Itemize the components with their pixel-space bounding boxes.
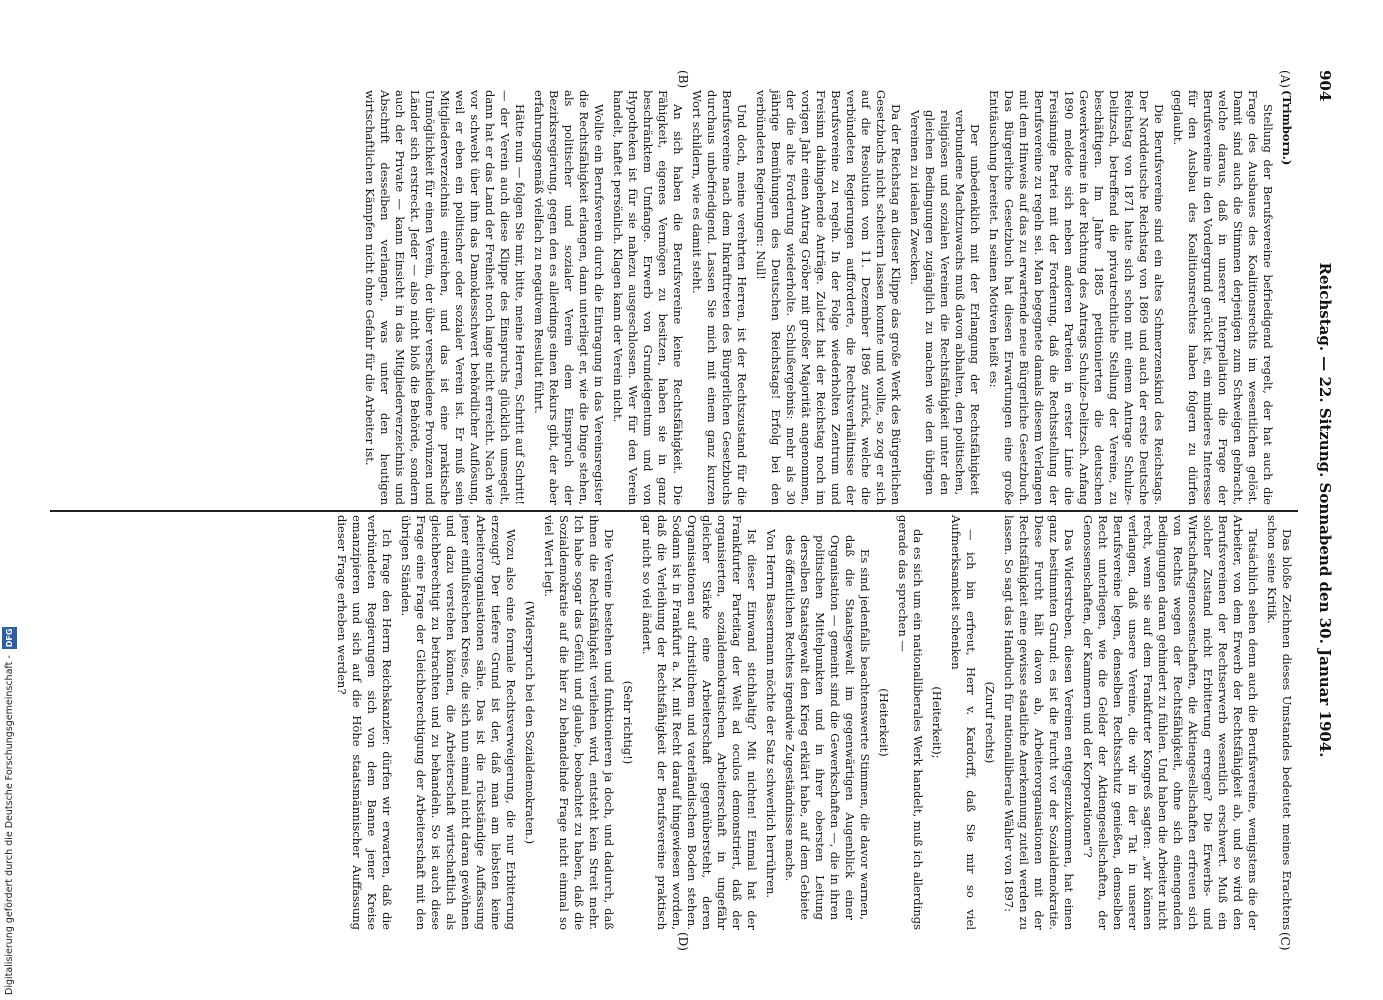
right-column	[50, 515, 1294, 930]
interjection: (Sehr richtig!)	[621, 680, 635, 765]
paragraph: Wozu also eine formale Rechtsverweigerung, die nur Erbitterung erzeugt? Der tiefere Grund ist der, daß man am liebsten keine Arbeiterorganisationen sähe. Das ist die rückständige Auffassung jener einflußreichen Kreise, die sich nun einmal nicht daran gewöhnen und dazu verstehen können, die Arbeiterschaft wirtschaftlich als gleichberechtigt zu betrachten und zu behandeln. So ist auch diese Frage eine Frage der Gleichberechtigung der Arbeiterschaft mit den übrigen Ständen.	[399, 515, 518, 930]
paragraph: — ich bin erfreut, Herr v. Kardorff, daß Sie mir so viel Aufmerksamkeit schenken	[949, 515, 978, 930]
interjection: (Heiterkeit);	[930, 686, 944, 759]
footer-text: Digitalisierung gefördert durch die Deutsche Forschungsgemeinschaft -	[4, 655, 15, 995]
page-header	[1310, 70, 1340, 950]
paragraph: Das Widerstreben, diesen Vereinen entgegenzukommen, hat einen ganz bestimmten Grund: es ist die Furcht vor der Sozialdemokratie. Diese Furcht hält davon ab, Arbeiterorganisationen mit der Rechtsfähigkeit eine gewisse staatliche Anerkennung zuteil werden zu lassen. So sagt das Handbuch für nationalliberale Wähler von 1897:	[1002, 515, 1076, 930]
paragraph: Und doch, meine verehrten Herren, ist der Rechtszustand für die Berufsvereine nach dem Inkrafttreten des Bürgerlichen Gesetzbuchs durchaus unbefriedigend. Lassen Sie mich mit einem ganz kurzen Wort schildern, wie es damit steht.	[690, 90, 749, 505]
running-head: Reichstag. — 22. Sitzung. Sonnabend den 30. Januar 1904.	[1316, 262, 1334, 758]
interjection: (Zuruf rechts)	[983, 681, 997, 764]
paragraph: Stellung der Berufsvereine befriedigend regelt, der hat auch die Frage des Ausbaues des Koalitionsrechts im wesentlichen gelöst. Damit sind auch die Stimmen derjenigen zum Schweigen gebracht, welche daraus, daß in unserer Interpellation die Frage der Berufsvereine in den Vordergrund gerückt ist, ein minderes Interesse für den Ausbau des Koalitionsrechtes haben folgern zu dürfen geglaubt.	[1171, 90, 1275, 505]
paragraph: Tatsächlich sehen denn auch die Berufsvereine, wenigstens die der Arbeiter, von dem Erwerb der Rechtsfähigkeit ab, und so wird den Berufsvereinen der Rechtserwerb wesentlich erschwert. Muß ein solcher Zustand nicht Erbitterung erregen? Die Erwerbs- und Wirtschaftsgenossenschaften, die Aktiengesellschaften erfreuen sich von Rechts wegen der Rechtsfähigkeit, ohne sich einengenden Bedingungen daran gehindert zu fühlen. Und haben die Arbeiter nicht recht, wenn sie auf dem Frankfurter Kongreß sagten: „wir können verlangen, daß unsere Vereine, die wir in der Tat in unserer Berufsvereine legen, denselben Rechtsschutz genießen, demselben Recht unterliegen, wie die Gelder der Aktiengesellschaften, der Genossenschaften, der Kammern und der Korporationen“?	[1081, 515, 1260, 930]
rotated-document-page	[50, 70, 1340, 950]
margin-letter-c: (C)	[1278, 932, 1292, 951]
interjection: (Heiterkeit)	[877, 688, 891, 757]
interjection: (Widerspruch bei den Sozialdemokraten.)	[523, 600, 537, 845]
digitization-footer	[2, 585, 17, 995]
speaker-name: (Trimborn.)	[1280, 90, 1294, 166]
left-column	[50, 90, 1294, 505]
paragraph: Ich frage den Herrn Reichskanzler: dürfen wir erwarten, daß die verbündeten Regierungen sich von dem Banne jener Kreise emanzipieren und sich auf die Höhe staatsmännischer Auffassung dieser Frage erheben werden?	[335, 515, 394, 930]
column-divider	[50, 510, 1298, 512]
paragraph: Ist dieser Einwand stichhaltig? Mit nichten! Einmal hat der Frankfurter Parteitag der Welt ad oculos demonstriert, daß der organisierten, sozialdemokratischen Arbeiterschaft in ungefähr gleicher Stärke eine Arbeiterschaft gegenübersteht, deren Organisationen auf christlichem und vaterländischem Boden stehen. Sodann ist in Frankfurt a. M. mit Recht darauf hingewiesen worden, daß die Verleihung der Rechtsfähigkeit der Berufsvereine praktisch gar nicht so viel ändert.	[640, 515, 759, 930]
page-number: 904	[1316, 70, 1334, 102]
dfg-logo: DFG	[2, 627, 17, 650]
quoted-paragraph: Es sind jedenfalls beachtenswerte Stimmen, die davor warnen, daß die Staatsgewalt im gegenwärtigen Augenblick einer Organisation — gemeint sind die Gewerkschaften —, die in ihren politischen Mittelpunkten und in ihrer obersten Leitung derselben Staatsgewalt den Krieg erklärt habe, auf dem Gebiete des öffentlichen Rechtes irgendwie Zugeständnisse mache.	[783, 535, 872, 920]
paragraph: Da der Reichstag an dieser Klippe das große Werk des Bürgerlichen Gesetzbuchs nicht scheitern lassen konnte und wollte, so zog er sich auf die Resolution vom 11. Dezember 1896 zurück, welche die verbündeten Regierungen aufforderte, die Rechtsverhältnisse der Berufsvereine zu regeln. In der Folge wiederholten Zentrum und Freisinn dahingehende Anträge. Zuletzt hat der Reichstag noch im vorigen Jahr einen Antrag Gröber mit großer Majorität angenommen, der die alte Forderung wiederholte. Schlußergebnis: mehr als 30 jährige Bemühungen des Deutschen Reichstags! Erfolg bei den verbündeten Regierungen: Null!	[754, 90, 903, 505]
paragraph: An sich haben die Berufsvereine keine Rechtsfähigkeit. Die Fähigkeit, eigenes Vermögen zu besitzen, haben sie in ganz beschränktem Umfange. Erwerb von Grundeigentum und von Hypotheken ist für sie nahezu ausgeschlossen. Wer für den Verein handelt, haftet persönlich. Klagen kann der Verein nicht.	[611, 90, 685, 505]
paragraph: Die Vereine bestehen und funktionieren ja doch, und dadurch, daß ihnen die Rechtsfähigkeit verliehen wird, entsteht kein Streit mehr. Ich habe sogar das Gefühl und glaube, beobachtet zu haben, daß die Sozialdemokratie auf die hier zu behandelnde Frage nicht einmal so viel Wert legt.	[542, 515, 616, 930]
margin-letter-a: (A)	[1278, 70, 1292, 89]
paragraph: Wollte ein Berufsverein durch die Eintragung in das Vereinsregister die Rechtsfähigkeit erlangen, dann unterliegt er, wie die Dinge stehen, als politischer und sozialer Verein dem Einspruch der Bezirksregierung, gegen den es allerdings einen Rekurs gibt, der aber erfahrungsgemäß vielfach zu negativem Resultat führt.	[532, 90, 606, 505]
margin-letter-b: (B)	[676, 70, 690, 89]
paragraph: Hätte nun — folgen Sie mir, bitte, meine Herren, Schritt auf Schritt! — der Verein auch diese Klippe des Einspruchs glücklich umsegelt, dann hat er das Land der Freiheit noch lange nicht erreicht. Nach wie vor schwebt über ihm das Damoklesschwert behördlicher Auflösung, weil er eben ein politischer oder sozialer Verein ist. Er muß sein Mitgliederverzeichnis einreichen, und das ist eine praktische Unmöglichkeit für einen Verein, der über verschiedene Provinzen und Länder sich erstreckt. Jeder — also nicht bloß die Behörde, sondern auch der Private — kann Einsicht in das Mitgliederverzeichnis und Abschrift desselben verlangen, was unter den heutigen wirtschaftlichen Kämpfen nicht ohne Gefahr für die Arbeiter ist.	[363, 90, 527, 505]
quoted-paragraph: Der unbedenklich mit der Erlangung der Rechtsfähigkeit verbundene Machtzuwachs muß davon abhalten, den politischen, religiösen und sozialen Vereinen die Rechtsfähigkeit unter den gleichen Bedingungen zugänglich zu machen wie den übrigen Vereinen zu idealen Zwecken.	[908, 110, 982, 495]
paragraph: da es sich um ein nationalliberales Werk handelt, muß ich allerdings gerade das sprechen —	[896, 515, 925, 930]
margin-letter-d: (D)	[676, 932, 690, 951]
paragraph: Von Herrn Bassermann möchte der Satz schwerlich herrühren.	[764, 529, 778, 899]
paragraph: Die Berufsvereine sind ein altes Schmerzenskind des Reichstags. Der Norddeutsche Reichstag von 1869 und auch der erste Deutsche Reichstag von 1871 hatte sich schon mit einem Antrage Schulze-Delitzsch, betreffend die privatrechtliche Stellung der Vereine, zu beschäftigen. Im Jahre 1885 petitionierten die deutschen Gewerkvereine in der Richtung des Antrags Schulze-Delitzsch. Anfang 1890 meldete sich neben anderen Parteien in erster Linie die Freisinnige Partei mit der Forderung, daß die Rechtsstellung der Berufsvereine zu regeln sei. Man begegnete damals diesem Verlangen mit dem Hinweis auf das zu erwartende neue Bürgerliche Gesetzbuch. Das Bürgerliche Gesetzbuch hat diesen Erwartungen eine große Enttäuschung bereitet. In seinen Motiven heißt es:	[987, 90, 1166, 505]
paragraph: Das bloße Zeichnen dieses Umstandes bedeutet meines Erachtens schon seine Kritik.	[1265, 515, 1294, 930]
